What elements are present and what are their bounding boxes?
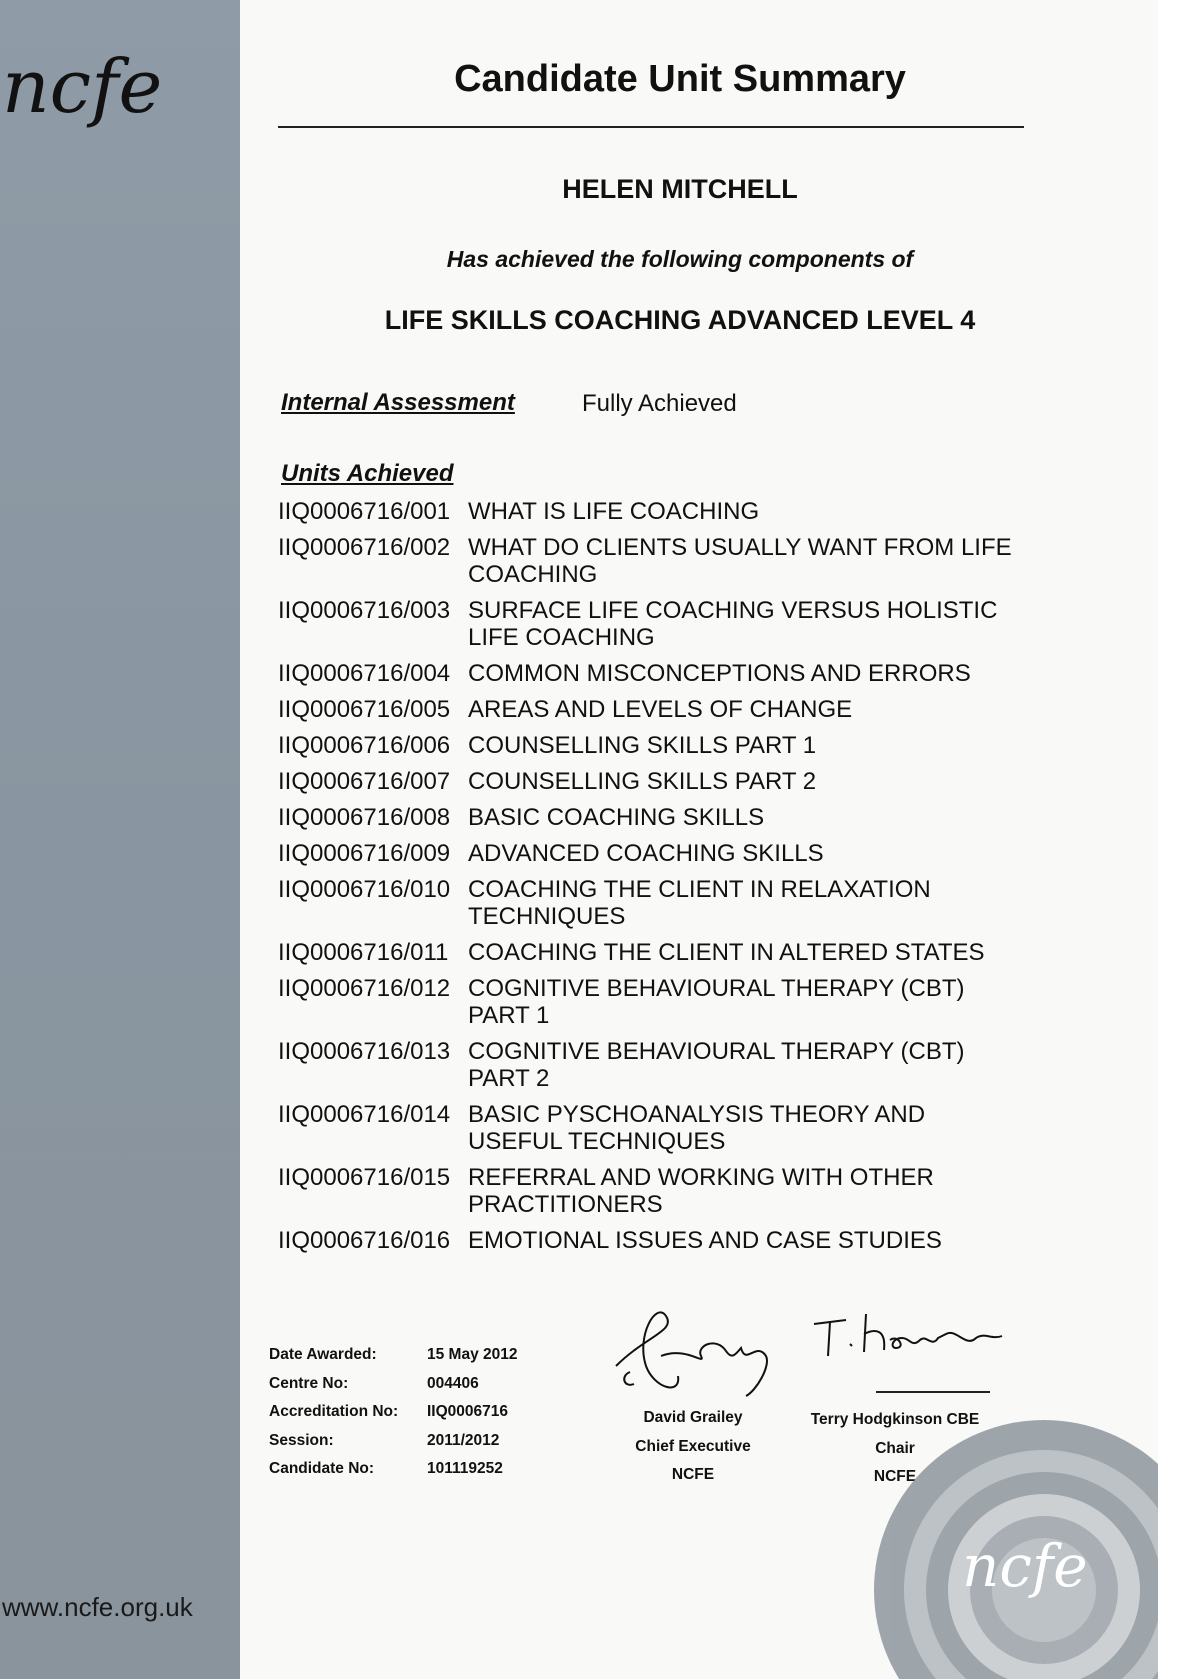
list-item: [278, 660, 1018, 687]
detail-row-accreditation-no: [269, 1403, 518, 1432]
unit-code: IIQ0006716/010: [278, 876, 451, 903]
signatory-david-grailey: [608, 1404, 778, 1490]
unit-code: IIQ0006716/007: [278, 768, 451, 795]
list-item: [278, 696, 1018, 723]
unit-title: WHAT IS LIFE COACHING: [468, 498, 760, 525]
list-item: [278, 939, 1018, 966]
signatory-org: NCFE: [873, 1468, 917, 1485]
unit-title: AREAS AND LEVELS OF CHANGE: [468, 696, 853, 723]
unit-title: COMMON MISCONCEPTIONS AND ERRORS: [468, 660, 971, 687]
detail-value: 004406: [427, 1374, 479, 1392]
unit-title: SURFACE LIFE COACHING VERSUS HOLISTIC LIFE COACHING: [468, 597, 998, 651]
internal-assessment-label: Internal Assessment: [281, 389, 515, 416]
unit-code: IIQ0006716/011: [278, 939, 449, 966]
list-item: [278, 498, 1018, 525]
detail-label: Session:: [269, 1431, 334, 1449]
svg-text:ncfe: ncfe: [962, 1532, 1088, 1600]
detail-value: 2011/2012: [427, 1431, 500, 1449]
detail-value: IIQ0006716: [427, 1403, 509, 1420]
detail-value: 15 May 2012: [427, 1346, 518, 1363]
signatory-role: Chief Executive: [635, 1437, 751, 1455]
units-heading: Units Achieved: [281, 460, 454, 487]
list-item: [278, 876, 1018, 930]
ncfe-seal-icon: [858, 1416, 1158, 1679]
detail-value: 101119252: [427, 1460, 503, 1477]
unit-code: IIQ0006716/014: [278, 1101, 451, 1128]
signatory-name: Terry Hodgkinson CBE: [810, 1411, 980, 1428]
list-item: [278, 1038, 1018, 1092]
detail-label: Accreditation No:: [269, 1403, 399, 1420]
qualification-title: LIFE SKILLS COACHING ADVANCED LEVEL 4: [384, 305, 976, 335]
unit-title: COGNITIVE BEHAVIOURAL THERAPY (CBT) PART 1: [468, 975, 965, 1029]
unit-title: REFERRAL AND WORKING WITH OTHER PRACTITIONERS: [468, 1164, 934, 1218]
detail-label: Centre No:: [269, 1374, 349, 1392]
list-item: [278, 768, 1018, 795]
signatory-org: NCFE: [671, 1466, 715, 1483]
page-edge: [1158, 0, 1200, 1679]
unit-title: COACHING THE CLIENT IN ALTERED STATES: [468, 939, 985, 966]
unit-code: IIQ0006716/003: [278, 597, 451, 624]
unit-code: IIQ0006716/009: [278, 840, 451, 867]
list-item: [278, 975, 1018, 1029]
unit-title: COGNITIVE BEHAVIOURAL THERAPY (CBT) PART 2: [468, 1038, 965, 1092]
unit-code: IIQ0006716/002: [278, 534, 451, 561]
list-item: [278, 732, 1018, 759]
unit-title: COUNSELLING SKILLS PART 1: [468, 732, 817, 759]
title-divider: [278, 126, 1024, 128]
candidate-name: HELEN MITCHELL: [562, 174, 798, 204]
unit-title: COACHING THE CLIENT IN RELAXATION TECHNIQUES: [468, 876, 931, 930]
unit-code: IIQ0006716/001: [278, 498, 451, 525]
unit-title: EMOTIONAL ISSUES AND CASE STUDIES: [468, 1227, 942, 1254]
unit-code: IIQ0006716/013: [278, 1038, 451, 1065]
detail-label: Date Awarded:: [269, 1346, 377, 1363]
detail-row-session: [269, 1432, 518, 1461]
unit-title: COUNSELLING SKILLS PART 2: [468, 768, 817, 795]
svg-text:ncfe: ncfe: [2, 44, 163, 130]
unit-code: IIQ0006716/004: [278, 660, 451, 687]
unit-code: IIQ0006716/016: [278, 1227, 451, 1254]
detail-row-candidate-no: [269, 1460, 518, 1489]
detail-label: Candidate No:: [269, 1460, 375, 1477]
signatory-name: David Grailey: [643, 1409, 743, 1426]
hodgkinson-signature: [806, 1304, 1006, 1374]
internal-assessment-value: Fully Achieved: [582, 390, 737, 417]
brand-sidebar: [0, 0, 240, 1679]
unit-code: IIQ0006716/006: [278, 732, 451, 759]
unit-title: WHAT DO CLIENTS USUALLY WANT FROM LIFE COACHING: [468, 534, 1012, 588]
list-item: [278, 804, 1018, 831]
ncfe-logo: [0, 20, 200, 180]
signatory-role: Chair: [875, 1439, 915, 1457]
unit-code: IIQ0006716/008: [278, 804, 451, 831]
list-item: [278, 840, 1018, 867]
achievement-intro: Has achieved the following components of: [446, 246, 914, 272]
list-item: [278, 1101, 1018, 1155]
unit-title: BASIC PYSCHOANALYSIS THEORY AND USEFUL TECHNIQUES: [468, 1101, 926, 1155]
detail-row-centre-no: [269, 1375, 518, 1404]
list-item: [278, 534, 1018, 588]
unit-list: [278, 498, 1018, 1263]
award-details: [269, 1346, 518, 1489]
page-title: Candidate Unit Summary: [454, 58, 906, 100]
website-link[interactable]: www.ncfe.org.uk: [2, 1592, 193, 1622]
signature-line: [876, 1391, 990, 1393]
detail-row-date-awarded: [269, 1346, 518, 1375]
grailey-signature: [606, 1296, 796, 1406]
list-item: [278, 1164, 1018, 1218]
unit-title: BASIC COACHING SKILLS: [468, 804, 765, 831]
unit-code: IIQ0006716/015: [278, 1164, 451, 1191]
list-item: [278, 597, 1018, 651]
list-item: [278, 1227, 1018, 1254]
unit-code: IIQ0006716/012: [278, 975, 451, 1002]
unit-title: ADVANCED COACHING SKILLS: [468, 840, 824, 867]
unit-code: IIQ0006716/005: [278, 696, 451, 723]
